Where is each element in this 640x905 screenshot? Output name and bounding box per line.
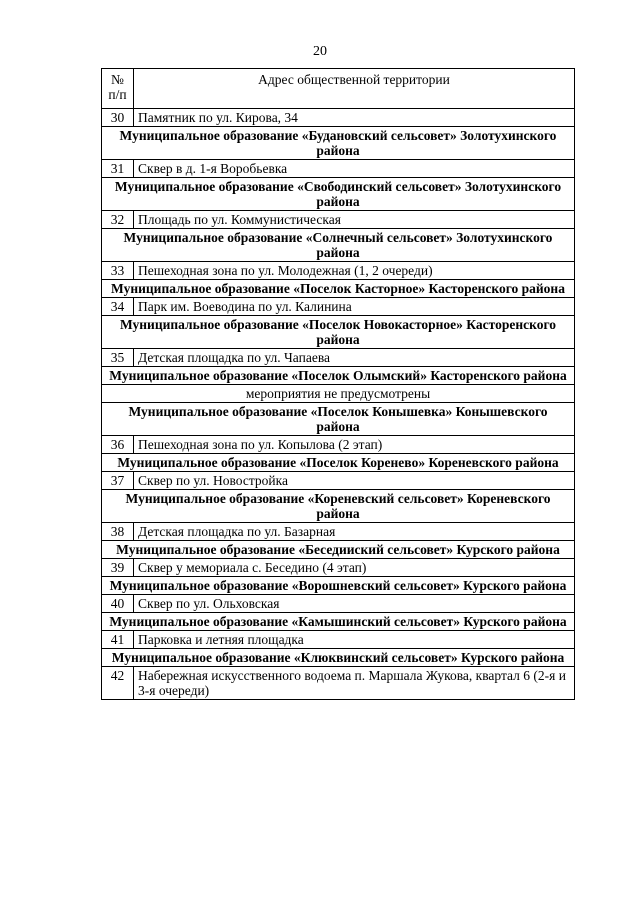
table-body (102, 109, 575, 700)
row-number: 32 (102, 211, 134, 229)
territory-table (101, 68, 575, 700)
row-number: 42 (102, 667, 134, 700)
table-row (102, 211, 575, 229)
section-row (102, 280, 575, 298)
municipality-heading: Муниципальное образование «Поселок Кореневo» Кореневского района (102, 454, 575, 472)
row-number: 36 (102, 436, 134, 454)
row-address: Детская площадка по ул. Базарная (134, 523, 575, 541)
municipality-heading: Муниципальное образование «Солнечный сельсовет» Золотухинского района (102, 229, 575, 262)
section-row (102, 490, 575, 523)
table-row (102, 298, 575, 316)
note-row (102, 385, 575, 403)
row-number: 34 (102, 298, 134, 316)
row-number: 35 (102, 349, 134, 367)
table-row (102, 667, 575, 700)
table-header-row (102, 69, 575, 109)
municipality-heading: Муниципальное образование «Поселок Олымский» Касторенского района (102, 367, 575, 385)
row-number: 37 (102, 472, 134, 490)
section-row (102, 454, 575, 472)
municipality-heading: Муниципальное образование «Свободинский сельсовет» Золотухинского района (102, 178, 575, 211)
section-row (102, 127, 575, 160)
row-number: 31 (102, 160, 134, 178)
table-row (102, 523, 575, 541)
table-row (102, 160, 575, 178)
row-address: Памятник по ул. Кирова, 34 (134, 109, 575, 127)
municipality-heading: Муниципальное образование «Клюквинский сельсовет» Курского района (102, 649, 575, 667)
section-row (102, 367, 575, 385)
table-row (102, 349, 575, 367)
row-address: Пешеходная зона по ул. Копылова (2 этап) (134, 436, 575, 454)
header-number: № п/п (102, 69, 134, 109)
section-row (102, 613, 575, 631)
municipality-heading: Муниципальное образование «Кореневский сельсовет» Кореневского района (102, 490, 575, 523)
table-row (102, 109, 575, 127)
row-address: Детская площадка по ул. Чапаева (134, 349, 575, 367)
municipality-heading: Муниципальное образование «Камышинский сельсовет» Курского района (102, 613, 575, 631)
municipality-heading: Муниципальное образование «Поселок Новокасторное» Касторенского района (102, 316, 575, 349)
row-number: 38 (102, 523, 134, 541)
table-row (102, 595, 575, 613)
section-row (102, 403, 575, 436)
row-address: Парк им. Воеводина по ул. Калинина (134, 298, 575, 316)
table-row (102, 472, 575, 490)
row-number: 41 (102, 631, 134, 649)
row-number: 33 (102, 262, 134, 280)
section-row (102, 577, 575, 595)
municipality-heading: Муниципальное образование «Беседииский сельсовет» Курского района (102, 541, 575, 559)
row-number: 39 (102, 559, 134, 577)
row-address: Сквер по ул. Новостройка (134, 472, 575, 490)
municipality-heading: Муниципальное образование «Ворошневский сельсовет» Курского района (102, 577, 575, 595)
municipality-heading: Муниципальное образование «Будановский сельсовет» Золотухинского района (102, 127, 575, 160)
page-number: 20 (313, 44, 327, 59)
header-address: Адрес общественной территории (134, 69, 575, 109)
row-address: Парковка и летняя площадка (134, 631, 575, 649)
municipality-heading: Муниципальное образование «Поселок Конышевка» Конышевского района (102, 403, 575, 436)
table-row (102, 559, 575, 577)
section-row (102, 649, 575, 667)
row-number: 30 (102, 109, 134, 127)
row-address: Сквер по ул. Ольховская (134, 595, 575, 613)
section-row (102, 541, 575, 559)
row-address: Пешеходная зона по ул. Молодежная (1, 2 очереди) (134, 262, 575, 280)
row-address: Сквер у мемориала с. Беседино (4 этап) (134, 559, 575, 577)
row-address: Набережная искусственного водоема п. Маршала Жукова, квартал 6 (2-я и 3-я очереди) (134, 667, 575, 700)
row-number: 40 (102, 595, 134, 613)
section-row (102, 178, 575, 211)
section-row (102, 316, 575, 349)
section-row (102, 229, 575, 262)
row-address: Сквер в д. 1-я Воробьевка (134, 160, 575, 178)
table-row (102, 436, 575, 454)
municipality-heading: Муниципальное образование «Поселок Касторное» Касторенского района (102, 280, 575, 298)
note-text: мероприятия не предусмотрены (102, 385, 575, 403)
table-row (102, 631, 575, 649)
row-address: Площадь по ул. Коммунистическая (134, 211, 575, 229)
table-row (102, 262, 575, 280)
